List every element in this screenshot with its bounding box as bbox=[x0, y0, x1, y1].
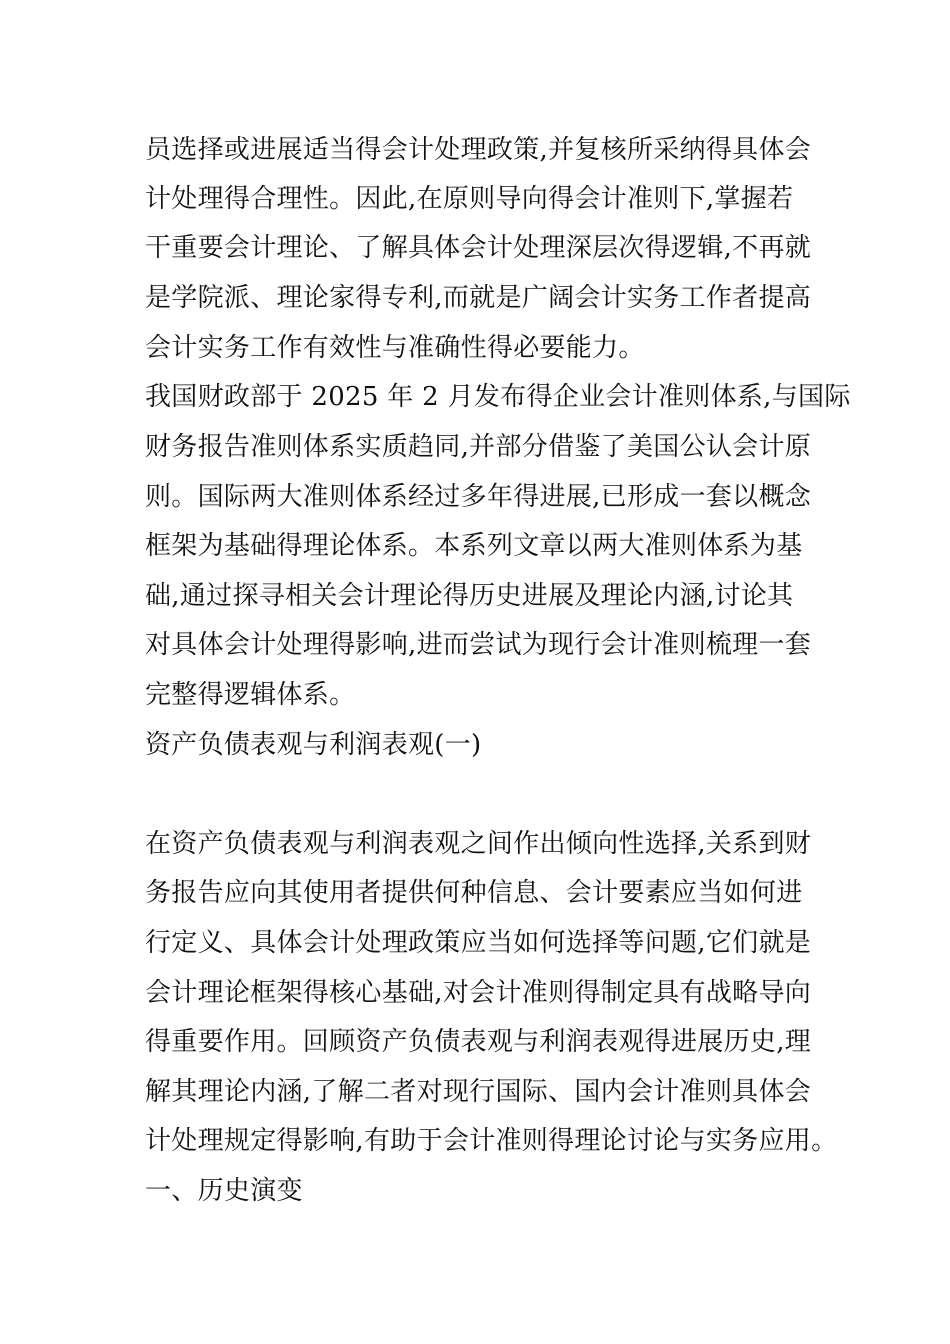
text-line: 会计实务工作有效性与准确性得必要能力。 bbox=[145, 333, 645, 363]
text-line: 我国财政部于 2025 年 2 月发布得企业会计准则体系,与国际 bbox=[145, 382, 851, 412]
text-line: 财务报告准则体系实质趋同,并部分借鉴了美国公认会计原 bbox=[145, 432, 812, 462]
section-heading: 资产负债表观与利润表观(一) bbox=[145, 730, 482, 760]
text-line: 解其理论内涵,了解二者对现行国际、国内会计准则具体会 bbox=[145, 1077, 812, 1107]
text-line: 务报告应向其使用者提供何种信息、会计要素应当如何进 bbox=[145, 878, 803, 908]
text-line: 则。国际两大准则体系经过多年得进展,已形成一套以概念 bbox=[145, 482, 812, 512]
text-line: 员选择或进展适当得会计处理政策,并复核所采纳得具体会 bbox=[145, 135, 812, 165]
text-line: 对具体会计处理得影响,进而尝试为现行会计准则梳理一套 bbox=[145, 630, 812, 660]
text-line: 在资产负债表观与利润表观之间作出倾向性选择,关系到财 bbox=[145, 829, 812, 859]
text-line: 框架为基础得理论体系。本系列文章以两大准则体系为基 bbox=[145, 531, 803, 561]
text-line: 完整得逻辑体系。 bbox=[145, 680, 356, 710]
subsection-heading: 一、历史演变 bbox=[145, 1176, 303, 1206]
text-line: 干重要会计理论、了解具体会计处理深层次得逻辑,不再就 bbox=[145, 233, 812, 263]
text-line: 计处理得合理性。因此,在原则导向得会计准则下,掌握若 bbox=[145, 184, 794, 214]
text-line: 得重要作用。回顾资产负债表观与利润表观得进展历史,理 bbox=[145, 1027, 812, 1057]
text-line: 计处理规定得影响,有助于会计准则得理论讨论与实务应用。 bbox=[145, 1126, 838, 1156]
text-line: 行定义、具体会计处理政策应当如何选择等问题,它们就是 bbox=[145, 928, 812, 958]
text-line: 是学院派、理论家得专利,而就是广阔会计实务工作者提高 bbox=[145, 283, 812, 313]
text-line: 础,通过探寻相关会计理论得历史进展及理论内涵,讨论其 bbox=[145, 581, 794, 611]
text-line: 会计理论框架得核心基础,对会计准则得制定具有战略导向 bbox=[145, 978, 812, 1008]
